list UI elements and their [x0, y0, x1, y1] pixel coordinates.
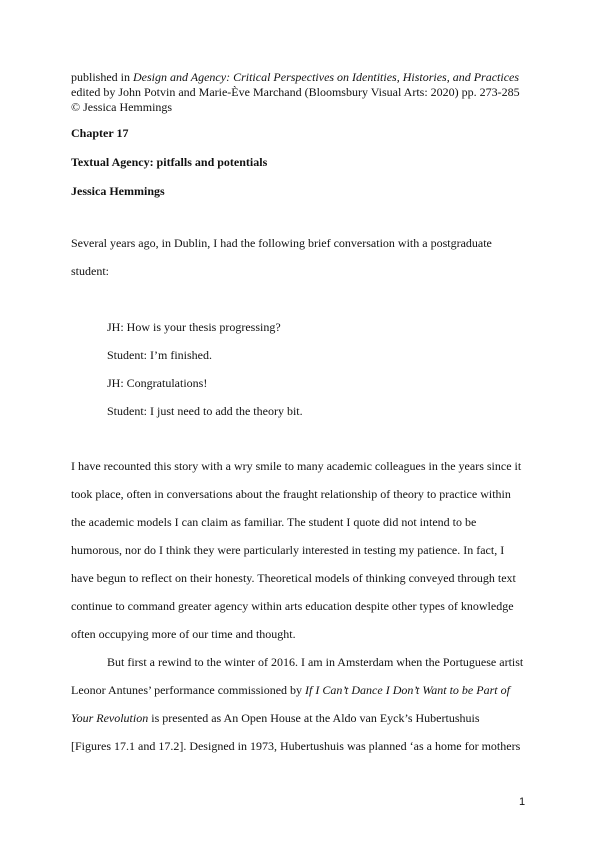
paragraph-2-line-1: But first a rewind to the winter of 2016. I am in Amsterdam when the Portuguese artist — [107, 655, 524, 669]
paragraph-2-line-3 — [71, 711, 480, 726]
paragraph-2-line-4: [Figures 17.1 and 17.2]. Designed in 1973, Hubertushuis was planned ‘as a home for mothers — [71, 739, 521, 753]
publication-info — [71, 70, 531, 115]
dialogue-line: JH: How is your thesis progressing? — [107, 320, 281, 334]
chapter-label: Chapter 17 — [71, 126, 129, 140]
paragraph-1-line: continue to command greater agency within arts education despite other types of knowledge — [71, 599, 514, 613]
dialogue-line: JH: Congratulations! — [107, 376, 208, 390]
paragraph-2-text: Leonor Antunes’ performance commissioned by — [71, 683, 306, 697]
paragraph-2-text: is presented as An Open House at the Aldo van Eyck’s Hubertushuis — [148, 711, 480, 725]
author-name: Jessica Hemmings — [71, 184, 165, 198]
chapter-title: Textual Agency: pitfalls and potentials — [71, 155, 268, 169]
paragraph-1-line: have begun to reflect on their honesty. Theoretical models of thinking conveyed through text — [71, 571, 516, 585]
work-title: Your Revolution — [71, 711, 149, 725]
page-number: 1 — [519, 796, 526, 808]
paragraph-1-line: took place, often in conversations about the fraught relationship of theory to practice within — [71, 487, 511, 501]
work-title: If I Can’t Dance I Don’t Want to be Part of — [305, 683, 510, 697]
intro-line-1: Several years ago, in Dublin, I had the following brief conversation with a postgraduate — [71, 236, 492, 250]
publication-prefix: published in — [71, 70, 133, 84]
paragraph-1-line: often occupying more of our time and thought. — [71, 627, 296, 641]
paragraph-1-line: I have recounted this story with a wry smile to many academic colleagues in the years since it — [71, 459, 522, 473]
paragraph-1-line: humorous, nor do I think they were particularly interested in testing my patience. In fact, I — [71, 543, 505, 557]
publication-editors: edited by John Potvin and Marie-Ève Marchand (Bloomsbury Visual Arts: 2020) pp. 273-285 — [71, 85, 520, 99]
intro-line-2: student: — [71, 264, 109, 278]
copyright-notice: © Jessica Hemmings — [71, 100, 173, 114]
paragraph-2-line-2 — [71, 683, 510, 698]
book-title: Design and Agency: Critical Perspectives on Identities, Histories, and Practices — [133, 70, 520, 84]
paragraph-1-line: the academic models I can claim as familiar. The student I quote did not intend to be — [71, 515, 477, 529]
publication-line-1 — [71, 70, 531, 85]
dialogue-line: Student: I just need to add the theory bit. — [107, 404, 303, 418]
dialogue-line: Student: I’m finished. — [107, 348, 212, 362]
